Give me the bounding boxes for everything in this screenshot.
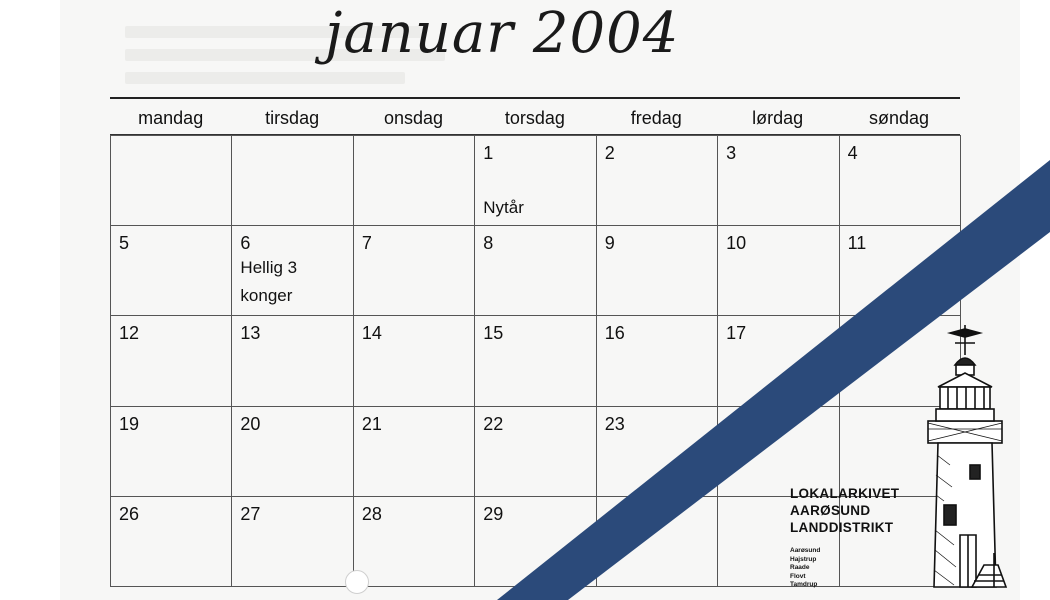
- logo-title-line: AARØSUND: [790, 503, 871, 518]
- weekday-label: fredag: [630, 108, 682, 128]
- weekday-label: onsdag: [383, 108, 443, 128]
- day-number: 22: [483, 413, 504, 434]
- logo-title-line: LANDDISTRIKT: [790, 520, 894, 535]
- day-number: 9: [604, 233, 615, 254]
- day-number: 6: [240, 233, 251, 254]
- day-number: 14: [361, 323, 382, 344]
- day-number: 16: [604, 323, 625, 344]
- logo-place: Tamdrup: [790, 581, 818, 588]
- logo-place: Flovt: [790, 572, 806, 580]
- day-number: 4: [847, 143, 858, 163]
- day-number: 15: [483, 323, 504, 344]
- weekday-label: tirsdag: [265, 108, 320, 128]
- weekday-label: mandag: [138, 108, 204, 128]
- logo-place: Raade: [790, 564, 810, 571]
- day-number: 19: [119, 413, 140, 434]
- day-number: 8: [483, 233, 494, 254]
- weekday-label: lørdag: [752, 108, 804, 128]
- day-number: 26: [119, 503, 140, 524]
- day-number: 12: [119, 323, 140, 344]
- calendar-title: januar 2004: [325, 1, 680, 66]
- day-number: 13: [240, 323, 261, 344]
- weekday-label: søndag: [869, 108, 930, 128]
- day-number: 1: [483, 143, 494, 163]
- day-number: 20: [240, 413, 261, 434]
- logo-title-line: LOKALARKIVET: [790, 486, 900, 501]
- day-number: 21: [361, 413, 382, 434]
- day-number: 7: [361, 233, 372, 254]
- day-number: 28: [361, 503, 382, 524]
- archive-logo: [780, 325, 1020, 595]
- day-number: 23: [604, 413, 625, 434]
- day-number: 3: [726, 143, 737, 163]
- day-number: 2: [604, 143, 615, 163]
- logo-place: Aarøsund: [790, 547, 821, 554]
- logo-place: Hajstrup: [790, 555, 817, 563]
- weekday-label: torsdag: [504, 108, 565, 128]
- day-number: 17: [726, 323, 747, 344]
- holiday-note: Nytår: [483, 198, 524, 217]
- lighthouse-icon: [910, 325, 1020, 595]
- logo-places: [790, 547, 880, 590]
- day-number: 29: [483, 503, 504, 524]
- day-number: 27: [240, 503, 261, 524]
- day-number: 5: [119, 233, 130, 254]
- day-number: 11: [847, 233, 867, 254]
- day-number: 10: [726, 233, 747, 254]
- holiday-note: Hellig 3 konger: [240, 258, 298, 306]
